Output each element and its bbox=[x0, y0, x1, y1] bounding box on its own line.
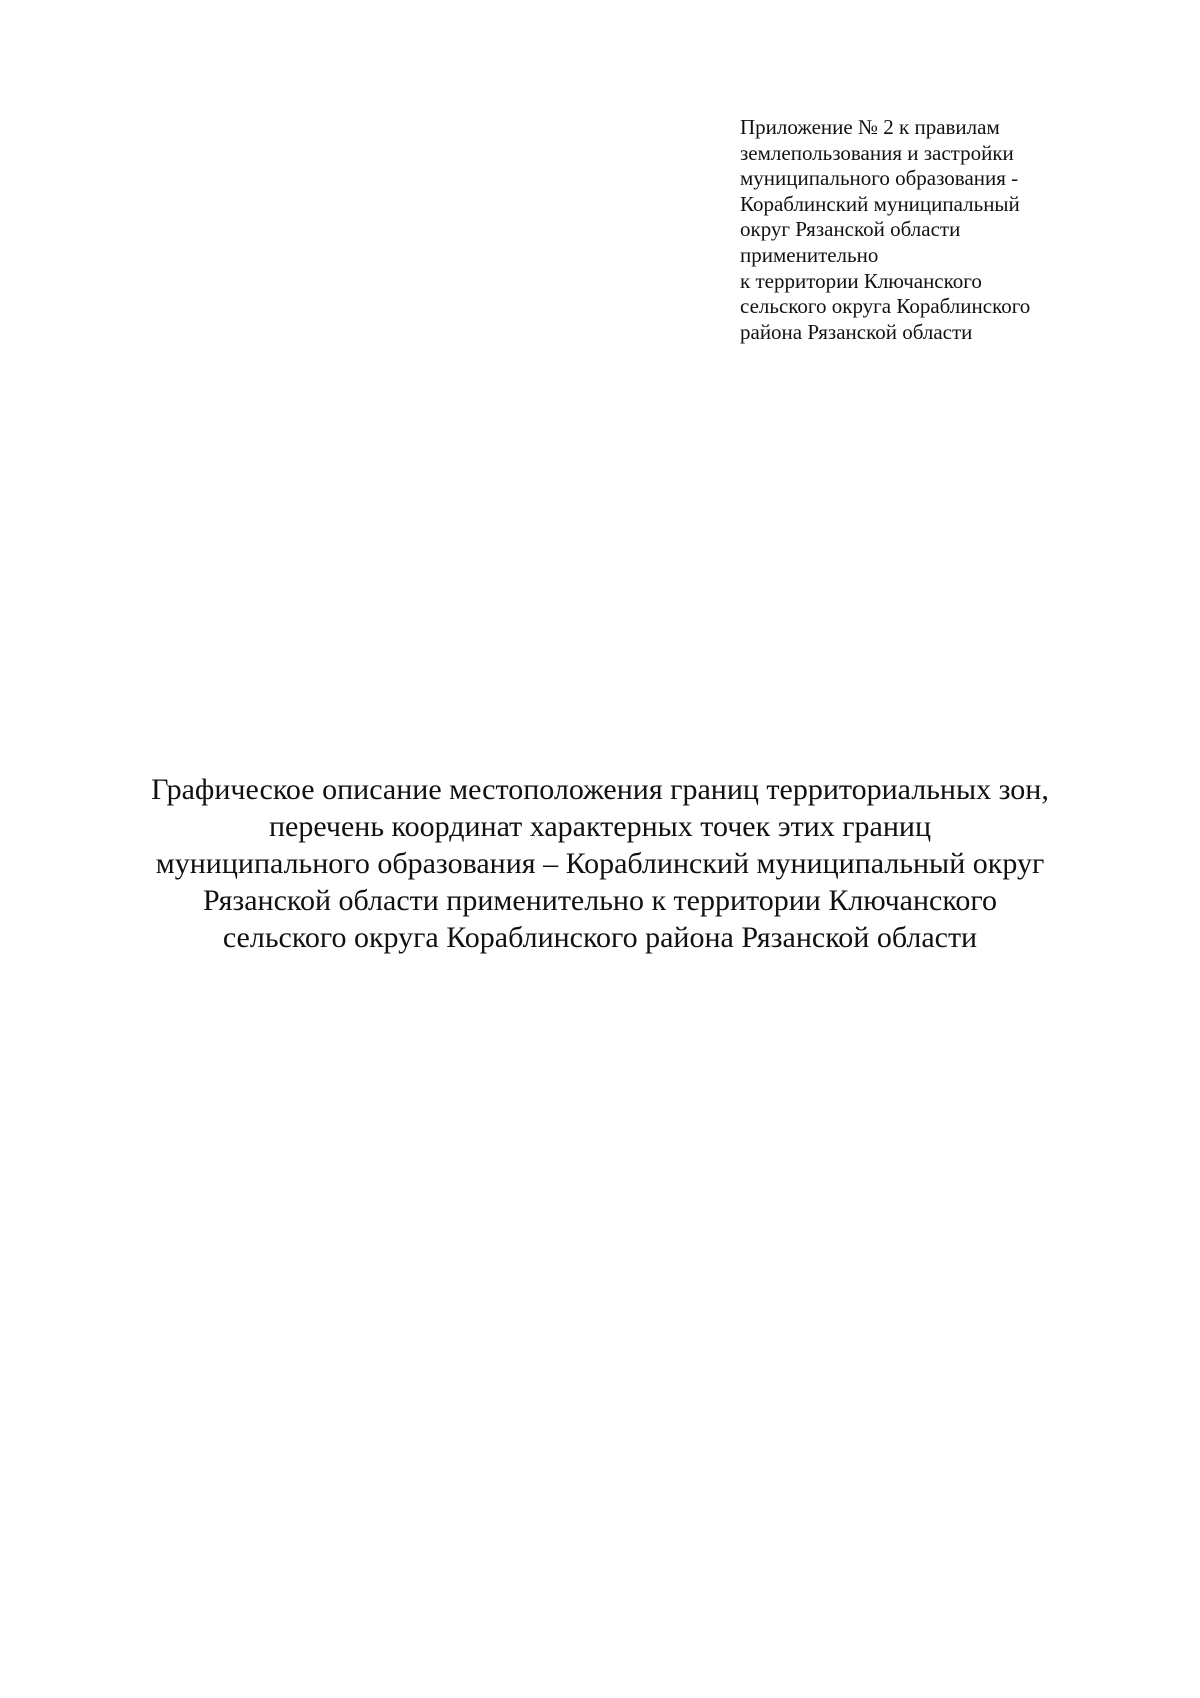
title-line: муниципального образования – Кораблинский муниципальный округ bbox=[155, 847, 1045, 880]
annex-note-line: муниципального образования - bbox=[740, 166, 1019, 191]
annex-note-line: сельского округа Кораблинского bbox=[740, 294, 1031, 319]
title-line: перечень координат характерных точек этих границ bbox=[268, 810, 932, 843]
annex-note-line: применительно bbox=[740, 242, 879, 267]
title-line: Рязанской области применительно к территории Ключанского bbox=[203, 884, 997, 917]
annex-note-line: района Рязанской области bbox=[740, 319, 973, 344]
annex-note-line: землепользования и застройки bbox=[740, 140, 1014, 165]
annex-note-line: Приложение № 2 к правилам bbox=[740, 115, 1000, 139]
annex-note-line: Кораблинский муниципальный bbox=[740, 191, 1020, 216]
document-title bbox=[100, 771, 1100, 956]
title-line: сельского округа Кораблинского района Рязанской области bbox=[222, 921, 978, 954]
annex-note-line: округ Рязанской области bbox=[740, 217, 961, 242]
annex-note bbox=[740, 115, 1160, 345]
annex-note-line: к территории Ключанского bbox=[740, 268, 982, 293]
title-line: Графическое описание местоположения границ территориальных зон, bbox=[151, 773, 1049, 806]
